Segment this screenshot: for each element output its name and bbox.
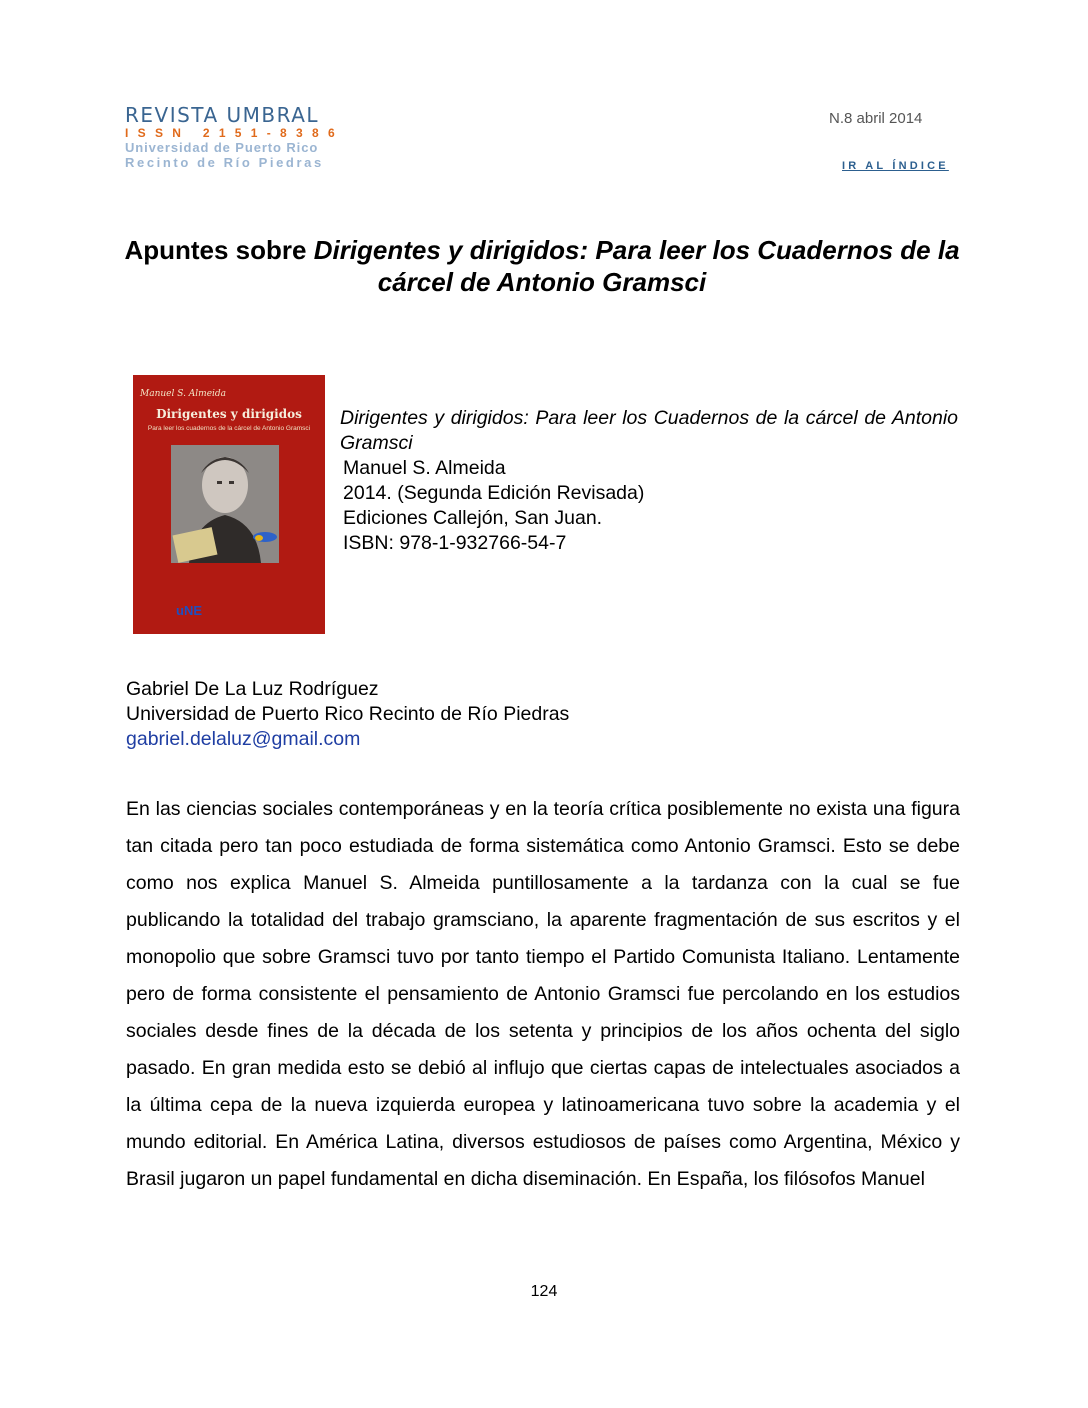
reviewer-affiliation: Universidad de Puerto Rico Recinto de Río Piedras [126, 703, 570, 725]
page-number: 124 [530, 1283, 558, 1300]
journal-issn: ISSN 2151-8386 [125, 126, 344, 140]
cover-author: Manuel S. Almeida [140, 389, 227, 399]
journal-campus: Recinto de Río Piedras [125, 155, 324, 170]
issue-label: N.8 abril 2014 [829, 110, 923, 127]
cover-portrait [171, 445, 279, 563]
book-isbn: ISBN: 978-1-932766-54-7 [343, 532, 567, 554]
book-title: Dirigentes y dirigidos: Para leer los Cuadernos de la cárcel de Antonio Gramsci [340, 407, 958, 454]
journal-title: REVISTA UMBRAL [125, 103, 320, 127]
book-edition: 2014. (Segunda Edición Revisada) [343, 482, 645, 504]
reviewer-email-link[interactable]: gabriel.delaluz@gmail.com [126, 728, 361, 750]
book-cover-image [133, 375, 325, 634]
book-publisher: Ediciones Callejón, San Juan. [343, 507, 603, 529]
book-details [340, 406, 958, 556]
cover-subtitle: Para leer los cuadernos de la cárcel de Antonio Gramsci [147, 425, 311, 432]
journal-masthead [125, 104, 344, 170]
reviewer-name: Gabriel De La Luz Rodríguez [126, 678, 379, 700]
body-paragraph: En las ciencias sociales contemporáneas y en la teoría crítica posiblemente no exista una figura tan citada pero tan poco estudiada de forma sistemática como Antonio Gramsci. Esto se debe como nos explica Manuel S. Almeida puntillosamente a la tardanza con la cual se fue publicando la totalidad del trabajo gramsciano, la aparente fragmentación de sus escritos y el monopolio que sobre Gramsci tuvo por tanto tiempo el Partido Comunista Italiano. Lentamente pero de forma consistente el pensamiento de Antonio Gramsci fue percolando en los estudios sociales desde fines de la década de los setenta y principios de los años ochenta del siglo pasado. En gran medida esto se debió al influjo que ciertas capas de intelectuales asociados a la última cepa de la nueva izquierda europea y latinoamericana tuvo sobre la academia y el mundo editorial. En América Latina, diversos estudiosos de países como Argentina, México y Brasil jugaron un papel fundamental en dicha diseminación. En España, los filósofos Manuel [126, 798, 960, 1190]
article-title-italic: Dirigentes y dirigidos: Para leer los Cuadernos de la cárcel de Antonio Gramsci [313, 235, 960, 297]
book-author: Manuel S. Almeida [343, 457, 506, 479]
journal-university: Universidad de Puerto Rico [125, 140, 319, 155]
cover-title: Dirigentes y dirigidos [156, 407, 302, 421]
index-link[interactable]: IR AL ÍNDICE [842, 160, 949, 172]
reviewer-block [126, 677, 569, 752]
article-title-plain: Apuntes sobre [124, 235, 314, 265]
article-title [120, 234, 964, 298]
cover-publisher-logo: uNE [176, 603, 202, 618]
